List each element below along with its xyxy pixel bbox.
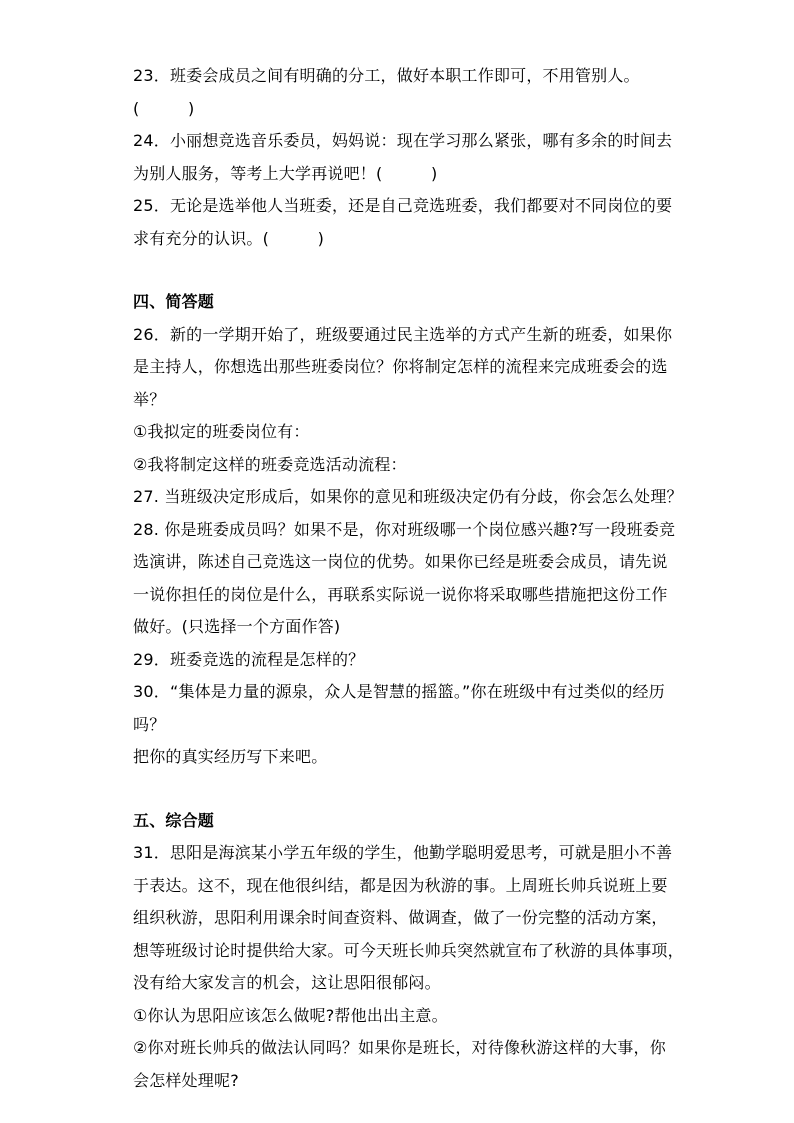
question-31-part-1: ①你认为思阳应该怎么做呢?帮他出出主意。 xyxy=(133,1005,448,1025)
question-28-line-2: 选演讲，陈述自己竞选这一岗位的优势。如果你已经是班委会成员，请先说 xyxy=(133,552,668,571)
question-28-line-4: 做好。(只选择一个方面作答) xyxy=(133,617,341,636)
question-31-line-5: 没有给大家发言的机会，这让思阳很郁闷。 xyxy=(133,973,441,992)
question-26-line-1: 26．新的一学期开始了，班级要通过民主选举的方式产生新的班委，如果你 xyxy=(133,324,673,344)
comprehensive-section xyxy=(133,805,684,1098)
question-31-line-4: 想等班级讨论时提供给大家。可今天班长帅兵突然就宣布了秋游的具体事项， xyxy=(133,940,684,960)
question-25-line-1: 25．无论是选举他人当班委，还是自己竞选班委，我们都要对不同岗位的要 xyxy=(133,196,673,215)
question-26-line-3: 举？ xyxy=(133,389,166,409)
question-23-line-1: 23．班委会成员之间有明确的分工，做好本职工作即可，不用管别人。 xyxy=(133,66,640,85)
section-spacer xyxy=(133,774,667,805)
question-26-part-1: ①我拟定的班委岗位有： xyxy=(133,422,310,441)
question-28-line-1: 28. 你是班委成员吗？如果不是，你对班级哪一个岗位感兴趣?写一段班委竞 xyxy=(133,519,676,539)
question-31-line-3: 组织秋游，思阳利用课余时间查资料、做调查，做了一份完整的活动方案， xyxy=(133,908,668,927)
question-30-line-1: 30．“集体是力量的源泉，众人是智慧的摇篮。”你在班级中有过类似的经历 xyxy=(133,682,665,701)
question-29-line-1: 29．班委竞选的流程是怎样的？ xyxy=(133,649,365,669)
question-26-part-2: ②我将制定这样的班委竞选活动流程： xyxy=(133,454,407,474)
question-30-line-3: 把你的真实经历写下来吧。 xyxy=(133,747,328,766)
section-heading-short-answer: 四、简答题 xyxy=(133,292,215,311)
short-answer-section xyxy=(133,286,683,774)
question-31-part-2-line-1: ②你对班长帅兵的做法认同吗？如果你是班长，对待像秋游这样的大事，你 xyxy=(133,1038,666,1057)
question-31-line-1: 31．思阳是海滨某小学五年级的学生，他勤学聪明爱思考，可就是胆小不善 xyxy=(133,843,673,862)
document-body xyxy=(133,60,684,1097)
question-24-line-2: 为别人服务，等考上大学再说吧！( ) xyxy=(133,163,438,183)
question-31-part-2-line-2: 会怎样处理呢? xyxy=(133,1070,239,1090)
question-23-answer-blank: ( ) xyxy=(133,98,195,118)
true-false-section xyxy=(133,60,673,255)
question-26-line-2: 是主持人，你想选出那些班委岗位？你将制定怎样的流程来完成班委会的选 xyxy=(133,357,668,376)
question-27-line-1: 27. 当班级决定形成后，如果你的意见和班级决定仍有分歧，你会怎么处理？ xyxy=(133,487,683,506)
question-31-line-2: 于表达。这不，现在他很纠结，都是因为秋游的事。上周班长帅兵说班上要 xyxy=(133,875,668,895)
section-spacer xyxy=(133,255,667,286)
question-28-line-3: 一说你担任的岗位是什么，再联系实际说一说你将采取哪些措施把这份工作 xyxy=(133,584,668,604)
question-24-line-1: 24．小丽想竞选音乐委员，妈妈说：现在学习那么紧张，哪有多余的时间去 xyxy=(133,131,673,150)
question-30-line-2: 吗？ xyxy=(133,714,166,734)
question-25-line-2: 求有充分的认识。( ) xyxy=(133,228,325,248)
section-heading-comprehensive: 五、综合题 xyxy=(133,810,215,830)
